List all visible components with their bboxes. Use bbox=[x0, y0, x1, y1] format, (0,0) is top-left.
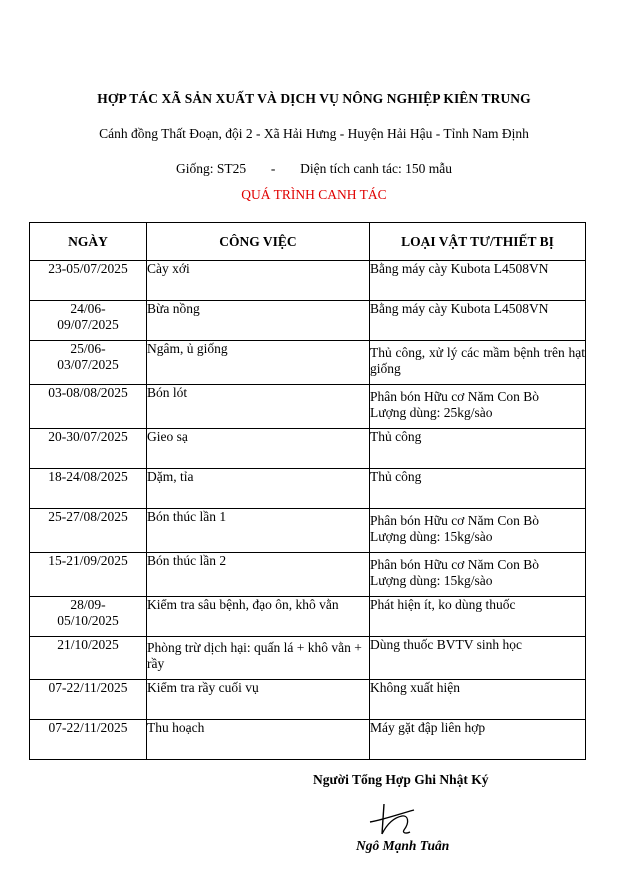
row-date: 15-21/09/2025 bbox=[30, 553, 147, 597]
signer-name: Ngô Mạnh Tuân bbox=[356, 838, 450, 853]
row-date: 25-27/08/2025 bbox=[30, 509, 147, 553]
cultivation-log-table bbox=[29, 222, 586, 760]
table-row bbox=[30, 429, 586, 469]
variety-text: Giống: ST25 bbox=[176, 161, 247, 176]
table-row bbox=[30, 509, 586, 553]
row-material: Thủ công bbox=[370, 469, 586, 509]
row-date: 18-24/08/2025 bbox=[30, 469, 147, 509]
row-material: Dùng thuốc BVTV sinh học bbox=[370, 637, 586, 680]
header-task: CÔNG VIỆC bbox=[147, 223, 370, 261]
row-material: Phát hiện ít, ko dùng thuốc bbox=[370, 597, 586, 637]
row-material: Bằng máy cày Kubota L4508VN bbox=[370, 261, 586, 301]
table-row bbox=[30, 385, 586, 429]
row-task: Bón thúc lần 1 bbox=[147, 509, 370, 553]
row-date: 20-30/07/2025 bbox=[30, 429, 147, 469]
row-date: 24/06- 09/07/2025 bbox=[30, 301, 147, 341]
table-row bbox=[30, 720, 586, 760]
organization-title: HỢP TÁC XÃ SẢN XUẤT VÀ DỊCH VỤ NÔNG NGHIỆP KIÊN TRUNG bbox=[97, 91, 531, 106]
row-material: Bằng máy cày Kubota L4508VN bbox=[370, 301, 586, 341]
info-separator: - bbox=[270, 161, 276, 176]
row-date: 25/06- 03/07/2025 bbox=[30, 341, 147, 385]
handwritten-signature bbox=[362, 802, 422, 836]
header-material: LOẠI VẬT TƯ/THIẾT BỊ bbox=[370, 223, 586, 261]
row-date: 23-05/07/2025 bbox=[30, 261, 147, 301]
row-task: Ngâm, ủ giống bbox=[147, 341, 370, 385]
row-material: Thủ công, xử lý các mầm bệnh trên hạt giống bbox=[370, 341, 586, 385]
row-task: Gieo sạ bbox=[147, 429, 370, 469]
field-location: Cánh đồng Thất Đoạn, đội 2 - Xã Hải Hưng - Huyện Hải Hậu - Tỉnh Nam Định bbox=[99, 126, 529, 141]
row-date: 07-22/11/2025 bbox=[30, 680, 147, 720]
crop-info bbox=[0, 161, 628, 177]
row-date: 03-08/08/2025 bbox=[30, 385, 147, 429]
row-material: Phân bón Hữu cơ Năm Con Bò Lượng dùng: 15kg/sào bbox=[370, 553, 586, 597]
row-task: Dặm, tỉa bbox=[147, 469, 370, 509]
row-material: Phân bón Hữu cơ Năm Con Bò Lượng dùng: 15kg/sào bbox=[370, 509, 586, 553]
row-date: 21/10/2025 bbox=[30, 637, 147, 680]
table-row bbox=[30, 261, 586, 301]
row-task: Thu hoạch bbox=[147, 720, 370, 760]
header-date: NGÀY bbox=[30, 223, 147, 261]
table-row bbox=[30, 301, 586, 341]
row-material: Thủ công bbox=[370, 429, 586, 469]
row-task: Kiểm tra rầy cuối vụ bbox=[147, 680, 370, 720]
area-text: Diện tích canh tác: 150 mẫu bbox=[300, 161, 452, 176]
table-row bbox=[30, 680, 586, 720]
row-date: 07-22/11/2025 bbox=[30, 720, 147, 760]
row-task: Bón lót bbox=[147, 385, 370, 429]
table-row bbox=[30, 597, 586, 637]
table-row bbox=[30, 341, 586, 385]
table-row bbox=[30, 553, 586, 597]
table-row bbox=[30, 469, 586, 509]
row-task: Phòng trừ dịch hại: quấn lá + khô vằn + rầy bbox=[147, 637, 370, 680]
row-date: 28/09- 05/10/2025 bbox=[30, 597, 147, 637]
row-task: Kiểm tra sâu bệnh, đạo ôn, khô vằn bbox=[147, 597, 370, 637]
signature-title: Người Tổng Hợp Ghi Nhật Ký bbox=[313, 772, 489, 787]
row-task: Bừa nồng bbox=[147, 301, 370, 341]
row-task: Cày xới bbox=[147, 261, 370, 301]
table-header-row bbox=[30, 223, 586, 261]
row-task: Bón thúc lần 2 bbox=[147, 553, 370, 597]
row-material: Không xuất hiện bbox=[370, 680, 586, 720]
row-material: Máy gặt đập liên hợp bbox=[370, 720, 586, 760]
row-material: Phân bón Hữu cơ Năm Con Bò Lượng dùng: 25kg/sào bbox=[370, 385, 586, 429]
table-row bbox=[30, 637, 586, 680]
process-title: QUÁ TRÌNH CANH TÁC bbox=[241, 187, 387, 202]
